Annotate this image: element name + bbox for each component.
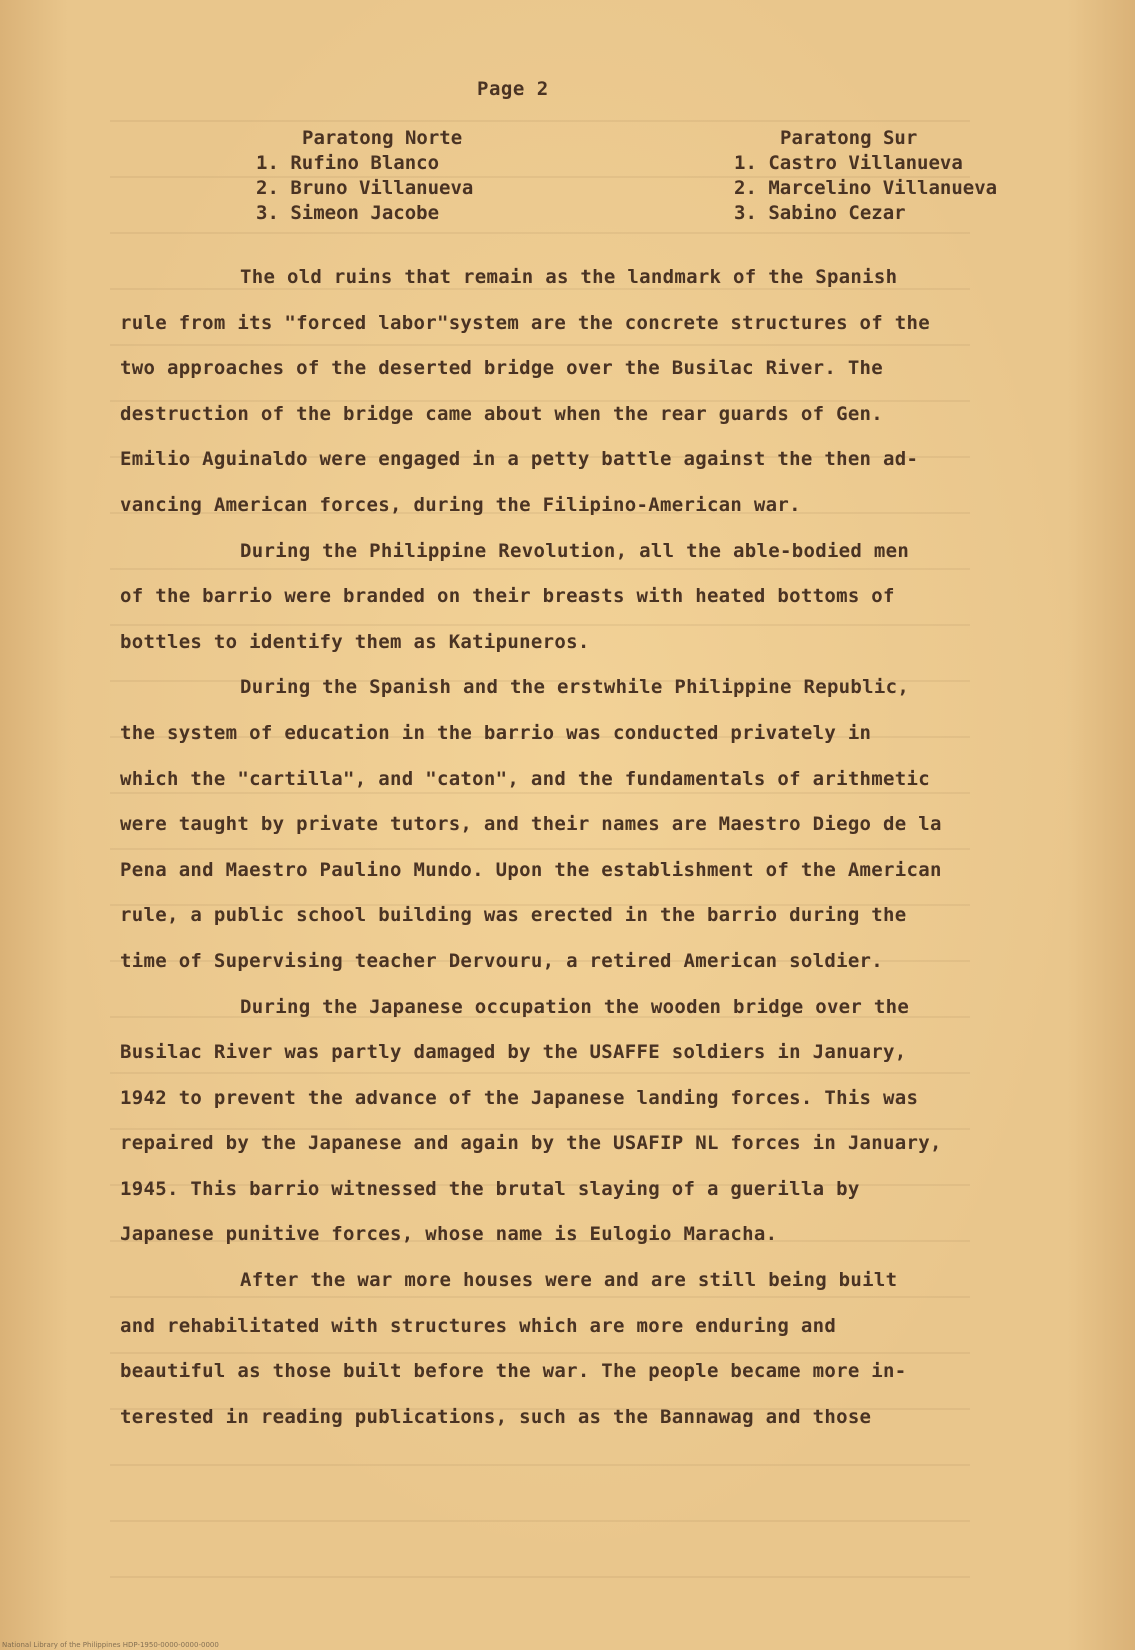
list-paratong-sur xyxy=(734,126,997,226)
list-item: 1. Castro Villanueva xyxy=(734,152,963,174)
text-line: Japanese punitive forces, whose name is Eulogio Maracha. xyxy=(120,1223,778,1246)
text-line: repaired by the Japanese and again by the USAFIP NL forces in January, xyxy=(120,1132,942,1155)
text-line: time of Supervising teacher Dervouru, a retired American soldier. xyxy=(120,949,884,972)
text-line: rule, a public school building was erected in the barrio during the xyxy=(120,904,907,927)
text-line: 1945. This barrio witnessed the brutal slaying of a guerilla by xyxy=(120,1177,860,1200)
list-heading: Paratong Norte xyxy=(302,127,463,149)
text-line: rule from its "forced labor"system are the concrete structures of the xyxy=(120,311,930,334)
body-text xyxy=(120,255,1020,1440)
paragraph-ruins xyxy=(120,255,1020,529)
list-item: 2. Marcelino Villanueva xyxy=(734,177,998,199)
page-number: Page 2 xyxy=(477,78,549,100)
text-line: During the Spanish and the erstwhile Philippine Republic, xyxy=(240,676,910,699)
text-line: two approaches of the deserted bridge over the Busilac River. The xyxy=(120,357,884,380)
paragraph-after-war xyxy=(120,1258,1020,1440)
text-line: the system of education in the barrio was conducted privately in xyxy=(120,721,872,744)
text-line: During the Philippine Revolution, all the able-bodied men xyxy=(240,539,910,562)
text-line: destruction of the bridge came about when the rear guards of Gen. xyxy=(120,402,884,425)
text-line: were taught by private tutors, and their names are Maestro Diego de la xyxy=(120,813,942,836)
text-line: beautiful as those built before the war. The people became more in- xyxy=(120,1360,907,1383)
text-line: which the "cartilla", and "caton", and the fundamentals of arithmetic xyxy=(120,767,930,790)
paragraph-japanese-occupation xyxy=(120,985,1020,1259)
text-line: and rehabilitated with structures which are more enduring and xyxy=(120,1314,837,1337)
list-paratong-norte xyxy=(256,126,473,226)
paragraph-revolution xyxy=(120,529,1020,666)
text-line: Busilac River was partly damaged by the USAFFE soldiers in January, xyxy=(120,1041,907,1064)
list-heading: Paratong Sur xyxy=(780,127,918,149)
text-line: of the barrio were branded on their breasts with heated bottoms of xyxy=(120,585,895,608)
text-line: After the war more houses were and are still being built xyxy=(240,1269,898,1292)
text-line: During the Japanese occupation the wooden bridge over the xyxy=(240,995,910,1018)
list-item: 3. Simeon Jacobe xyxy=(256,202,440,224)
paragraph-education xyxy=(120,665,1020,984)
text-line: bottles to identify them as Katipuneros. xyxy=(120,630,590,653)
list-item: 2. Bruno Villanueva xyxy=(256,177,474,199)
text-line: Emilio Aguinaldo were engaged in a petty battle against the then ad- xyxy=(120,448,919,471)
list-item: 1. Rufino Blanco xyxy=(256,152,440,174)
text-line: Pena and Maestro Paulino Mundo. Upon the establishment of the American xyxy=(120,858,942,881)
text-line: vancing American forces, during the Filipino-American war. xyxy=(120,493,801,516)
text-line: 1942 to prevent the advance of the Japanese landing forces. This was xyxy=(120,1086,919,1109)
text-line: The old ruins that remain as the landmark of the Spanish xyxy=(240,266,898,288)
list-item: 3. Sabino Cezar xyxy=(734,202,906,224)
archive-footer-strip: National Library of the Philippines HDP-1950-0000-0000-0000 xyxy=(2,1641,219,1649)
text-line: terested in reading publications, such as the Bannawag and those xyxy=(120,1405,872,1428)
